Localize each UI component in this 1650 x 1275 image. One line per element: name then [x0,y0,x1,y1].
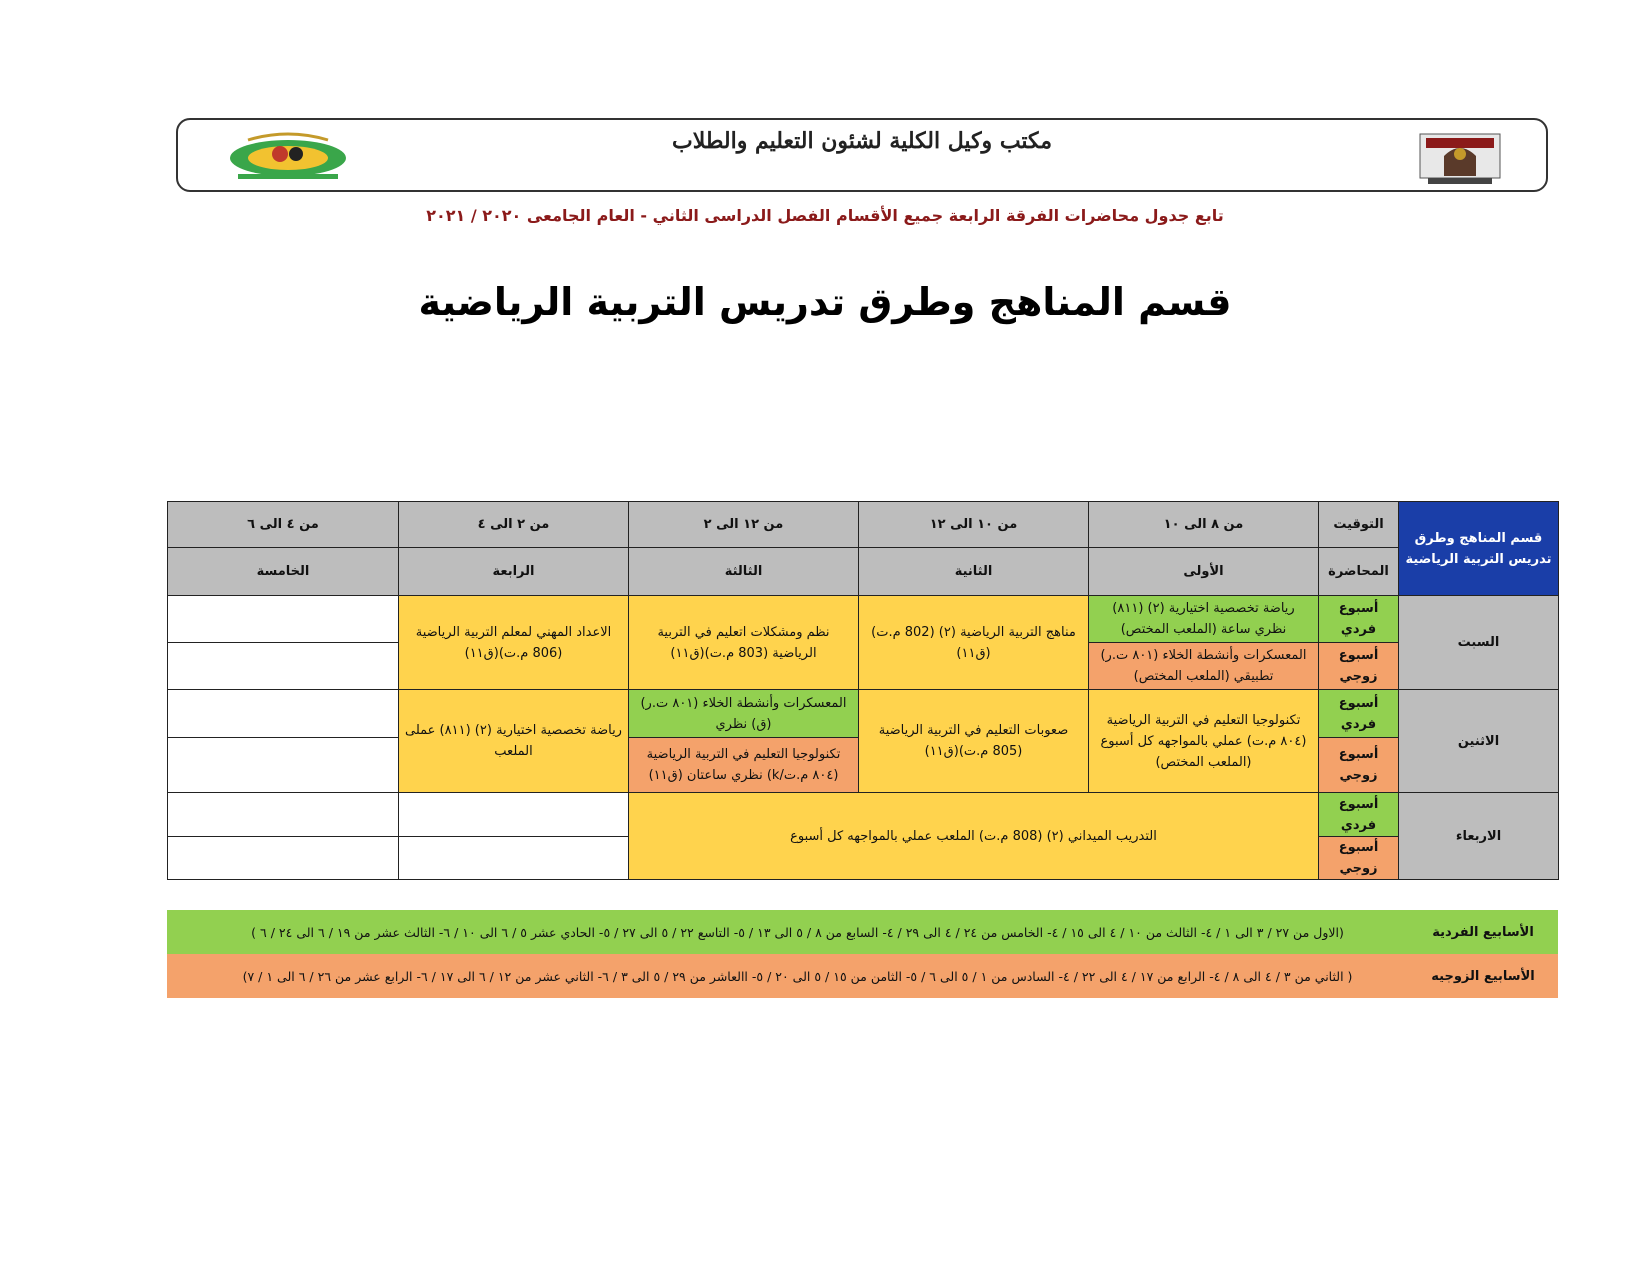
day-saturday: السبت [1399,596,1559,690]
time-slot-2: من ١٠ الى ١٢ [859,502,1089,548]
monday-lecture-5-odd [168,690,399,738]
day-wednesday: الاربعاء [1399,793,1559,880]
even-week-label: أسبوع زوجي [1319,738,1399,793]
monday-lecture-2: صعوبات التعليم في التربية الرياضية (805 م.ت)(ق١١) [859,690,1089,793]
saturday-lecture-1-even: المعسكرات وأنشطة الخلاء (٨٠١ ت.ر) تطبيقي (الملعب المختص) [1089,643,1319,690]
time-slot-3: من ١٢ الى ٢ [629,502,859,548]
lecture-label-cell: المحاضرة [1319,548,1399,596]
even-weeks-label: الأسابيع الزوجيه [1431,968,1535,984]
saturday-lecture-3: نظم ومشكلات اتعليم في التربية الرياضية (803 م.ت)(ق١١) [629,596,859,690]
even-weeks-legend [167,954,1558,998]
monday-lecture-3-even: تكنولوجيا التعليم في التربية الرياضية (٨٠٤ م.ت/k) نظري ساعتان (ق١١) [629,738,859,793]
schedule-table [167,501,1559,880]
odd-weeks-dates: (الاول من ٢٧ / ٣ الى ١ / ٤- الثالث من ١٠ / ٤ الى ١٥ / ٤- الخامس من ٢٤ / ٤ الى ٢٩ / ٤- السابع من ٨ / ٥ الى ١٣ / ٥- التاسع ٢٢ / ٥ الى ٢٧ / ٥- الحادي عشر ٥ / ٦ الى ١٠ / ٦- الثالث عشر من ١٩ / ٦ الى ٢٤ / ٦ ) [251,924,1344,940]
lecture-number-1: الأولى [1089,548,1319,596]
odd-weeks-label: الأسابيع الفردية [1432,924,1534,940]
saturday-lecture-1-odd: رياضة تخصصية اختيارية (٢) (٨١١) نظري ساعة (الملعب المختص) [1089,596,1319,643]
odd-week-label: أسبوع فردي [1319,793,1399,837]
wednesday-lecture-4-odd [399,793,629,837]
time-label-cell: التوقيت [1319,502,1399,548]
saturday-lecture-2: مناهج التربية الرياضية (٢) (802 م.ت) (ق١١) [859,596,1089,690]
even-weeks-dates: ( الثاني من ٣ / ٤ الى ٨ / ٤- الرابع من ١٧ / ٤ الى ٢٢ / ٤- السادس من ١ / ٥ الى ٦ / ٥- الثامن من ١٥ / ٥ الى ٢٠ / ٥- االعاشر من ٢٩ / ٥ الى ٣ / ٦- الثاني عشر من ١٢ / ٦ الى ١٧ / ٦- الرابع عشر من ٢٦ / ٦ الى ١ / ٧) [242,968,1353,984]
saturday-lecture-5-even [168,643,399,690]
lecture-number-3: الثالثة [629,548,859,596]
wednesday-lecture-4-even [399,837,629,880]
odd-week-label: أسبوع فردي [1319,596,1399,643]
wednesday-lecture-5-even [168,837,399,880]
department-label-cell: قسم المناهج وطرق تدريس التربية الرياضية [1399,502,1559,596]
time-slot-4: من ٢ الى ٤ [399,502,629,548]
page-title: قسم المناهج وطرق تدريس التربية الرياضية [418,280,1232,324]
schedule-subtitle: تابع جدول محاضرات الفرقة الرابعة جميع الأقسام الفصل الدراسى الثاني - العام الجامعى ٢٠٢٠ / ٢٠٢١ [426,206,1224,225]
even-week-label: أسبوع زوجي [1319,837,1399,880]
even-week-label: أسبوع زوجي [1319,643,1399,690]
monday-lecture-5-even [168,738,399,793]
wednesday-lecture-5-odd [168,793,399,837]
lecture-number-5: الخامسة [168,548,399,596]
lecture-number-4: الرابعة [399,548,629,596]
monday-lecture-1: تكنولوجيا التعليم في التربية الرياضية (٨٠٤ م.ت) عملي بالمواجهه كل أسبوع (الملعب المختص) [1089,690,1319,793]
office-title: مكتب وكيل الكلية لشئون التعليم والطلاب [672,128,1052,154]
monday-lecture-3-odd: المعسكرات وأنشطة الخلاء (٨٠١ ت.ر) (ق) نظري [629,690,859,738]
day-monday: الاثنين [1399,690,1559,793]
saturday-lecture-5-odd [168,596,399,643]
odd-weeks-legend [167,910,1558,954]
saturday-lecture-4: الاعداد المهني لمعلم التربية الرياضية (806 م.ت)(ق١١) [399,596,629,690]
monday-lecture-4: رياضة تخصصية اختيارية (٢) (٨١١) عملى الملعب [399,690,629,793]
time-slot-5: من ٤ الى ٦ [168,502,399,548]
faculty-logo-icon [1414,126,1506,186]
wednesday-field-training: التدريب الميداني (٢) (808 م.ت) الملعب عملي بالمواجهه كل أسبوع [629,793,1319,880]
header-banner [176,118,1548,192]
time-slot-1: من ٨ الى ١٠ [1089,502,1319,548]
lecture-number-2: الثانية [859,548,1089,596]
odd-week-label: أسبوع فردي [1319,690,1399,738]
